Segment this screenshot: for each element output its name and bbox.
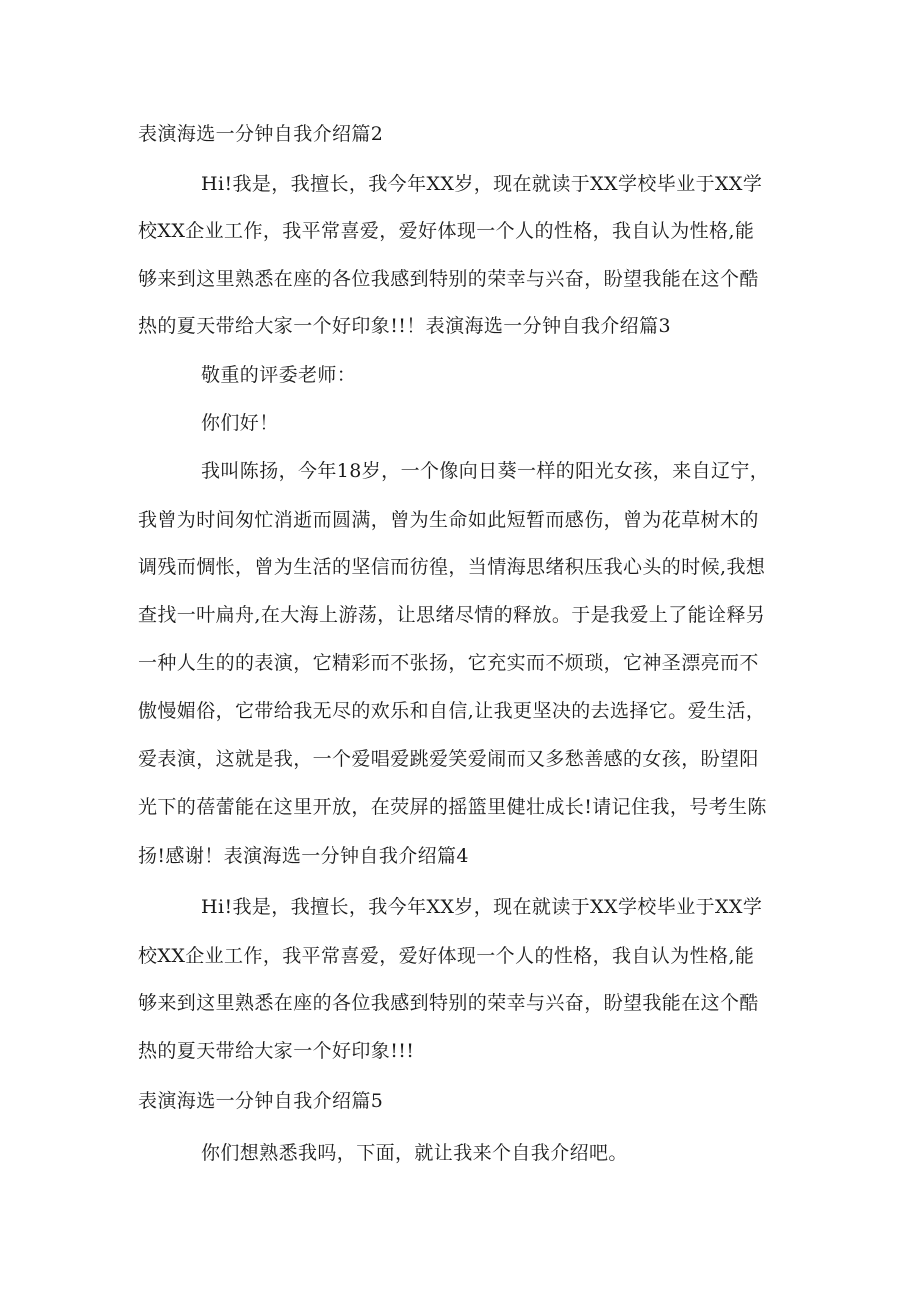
heading-section-2: 表演海选一分钟自我介绍篇2 <box>138 123 384 145</box>
paragraph-line: 我曾为时间匆忙消逝而圆满，曾为生命如此短暂而感伤，曾为花草树木的 <box>138 509 759 531</box>
salutation: 敬重的评委老师： <box>201 364 357 386</box>
paragraph-line: 扬!感谢！表演海选一分钟自我介绍篇4 <box>138 845 469 867</box>
greeting: 你们好！ <box>201 412 279 434</box>
paragraph-line: 我叫陈扬，今年18岁，一个像向日葵一样的阳光女孩，来自辽宁， <box>201 460 770 482</box>
paragraph-line: 够来到这里熟悉在座的各位我感到特别的荣幸与兴奋，盼望我能在这个酷 <box>138 268 759 290</box>
paragraph-line: 热的夏天带给大家一个好印象!!！表演海选一分钟自我介绍篇3 <box>138 315 671 337</box>
paragraph-line: Hi!我是，我擅长，我今年XX岁，现在就读于XX学校毕业于XX学 <box>201 173 763 195</box>
paragraph-line: 校XX企业工作，我平常喜爱，爱好体现一个人的性格，我自认为性格,能 <box>138 220 755 242</box>
paragraph-line: 爱表演，这就是我，一个爱唱爱跳爱笑爱闹而又多愁善感的女孩，盼望阳 <box>138 748 759 770</box>
paragraph-line: Hi!我是，我擅长，我今年XX岁，现在就读于XX学校毕业于XX学 <box>201 896 763 918</box>
paragraph-line: 光下的蓓蕾能在这里开放，在荧屏的摇篮里健壮成长!请记住我，号考生陈 <box>138 796 767 818</box>
paragraph-line: 校XX企业工作，我平常喜爱，爱好体现一个人的性格，我自认为性格,能 <box>138 945 755 967</box>
heading-section-5: 表演海选一分钟自我介绍篇5 <box>138 1090 384 1112</box>
paragraph-line: 查找一叶扁舟,在大海上游荡，让思绪尽情的释放。于是我爱上了能诠释另 <box>138 604 766 626</box>
paragraph-line: 够来到这里熟悉在座的各位我感到特别的荣幸与兴奋，盼望我能在这个酷 <box>138 992 759 1014</box>
paragraph-line: 热的夏天带给大家一个好印象!!! <box>138 1040 415 1062</box>
paragraph-line: 傲慢媚俗，它带给我无尽的欢乐和自信,让我更坚决的去选择它。爱生活， <box>138 700 766 722</box>
paragraph-line: 一种人生的的表演，它精彩而不张扬，它充实而不烦琐，它神圣漂亮而不 <box>138 652 759 674</box>
paragraph-line: 你们想熟悉我吗，下面，就让我来个自我介绍吧。 <box>201 1142 628 1164</box>
paragraph-line: 调残而惆怅，曾为生活的坚信而彷徨，当情海思绪积压我心头的时候,我想 <box>138 556 766 578</box>
